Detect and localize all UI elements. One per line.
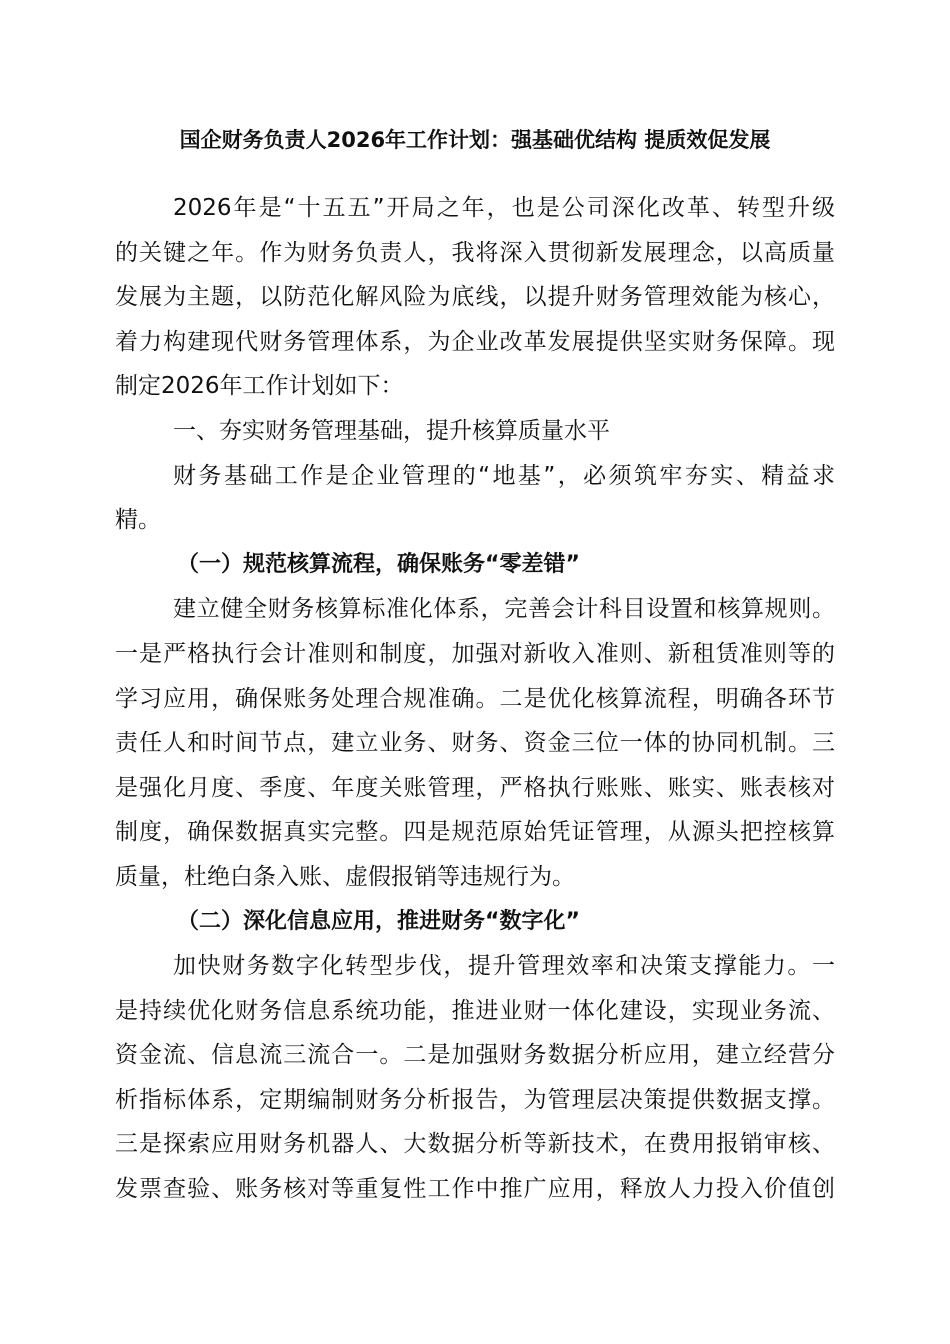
text-line: 发展为主题，以防范化解风险为底线，以提升财务管理效能为核心，: [115, 284, 835, 311]
text-line: 三是探索应用财务机器人、大数据分析等新技术，在费用报销审核、: [115, 1131, 835, 1158]
text-line: 学习应用，确保账务处理合规准确。二是优化核算流程，明确各环节: [115, 685, 835, 712]
section-heading: [115, 543, 835, 588]
text-line: 质量，杜绝白条入账、虚假报销等违规行为。: [115, 863, 575, 890]
text-line: 制定2026年工作计划如下：: [115, 373, 404, 400]
text-line: 责任人和时间节点，建立业务、财务、资金三位一体的协同机制。三: [115, 730, 835, 757]
paragraph: [115, 944, 835, 1212]
paragraph: [115, 409, 835, 454]
text-line: 2026年是“十五五”开局之年，也是公司深化改革、转型升级: [173, 195, 835, 221]
text-line: 是强化月度、季度、年度关账管理，严格执行账账、账实、账表核对: [115, 774, 835, 801]
section-heading: [115, 900, 835, 945]
paragraph: [115, 454, 835, 543]
document-title: 国企财务负责人2026年工作计划：强基础优结构 提质效促发展: [179, 128, 771, 152]
text-line: 精。: [115, 507, 161, 534]
text-line: 加快财务数字化转型步伐，提升管理效率和决策支撑能力。一: [173, 953, 835, 980]
text-line: 一是严格执行会计准则和制度，加强对新收入准则、新租赁准则等的: [115, 640, 835, 667]
text-line: （二）深化信息应用，推进财务“数字化”: [177, 908, 580, 934]
text-line: 资金流、信息流三流合一。二是加强财务数据分析应用，建立经营分: [115, 1042, 835, 1069]
text-line: 是持续优化财务信息系统功能，推进业财一体化建设，实现业务流、: [115, 997, 835, 1024]
text-line: 的关键之年。作为财务负责人，我将深入贯彻新发展理念，以高质量: [115, 239, 835, 266]
paragraph: [115, 587, 835, 899]
document-body: [115, 186, 835, 1212]
text-line: （一）规范核算流程，确保账务“零差错”: [177, 551, 580, 577]
text-line: 建立健全财务核算标准化体系，完善会计科目设置和核算规则。: [173, 596, 835, 623]
text-line: 一、夯实财务管理基础，提升核算质量水平: [173, 417, 610, 444]
paragraph: [115, 186, 835, 409]
text-line: 财务基础工作是企业管理的“地基”，必须筑牢夯实、精益求: [173, 462, 835, 489]
text-line: 析指标体系，定期编制财务分析报告，为管理层决策提供数据支撑。: [115, 1086, 835, 1113]
text-line: 着力构建现代财务管理体系，为企业改革发展提供坚实财务保障。现: [115, 328, 835, 355]
text-line: 发票查验、账务核对等重复性工作中推广应用，释放人力投入价值创: [115, 1176, 835, 1203]
text-line: 制度，确保数据真实完整。四是规范原始凭证管理，从源头把控核算: [115, 819, 835, 846]
